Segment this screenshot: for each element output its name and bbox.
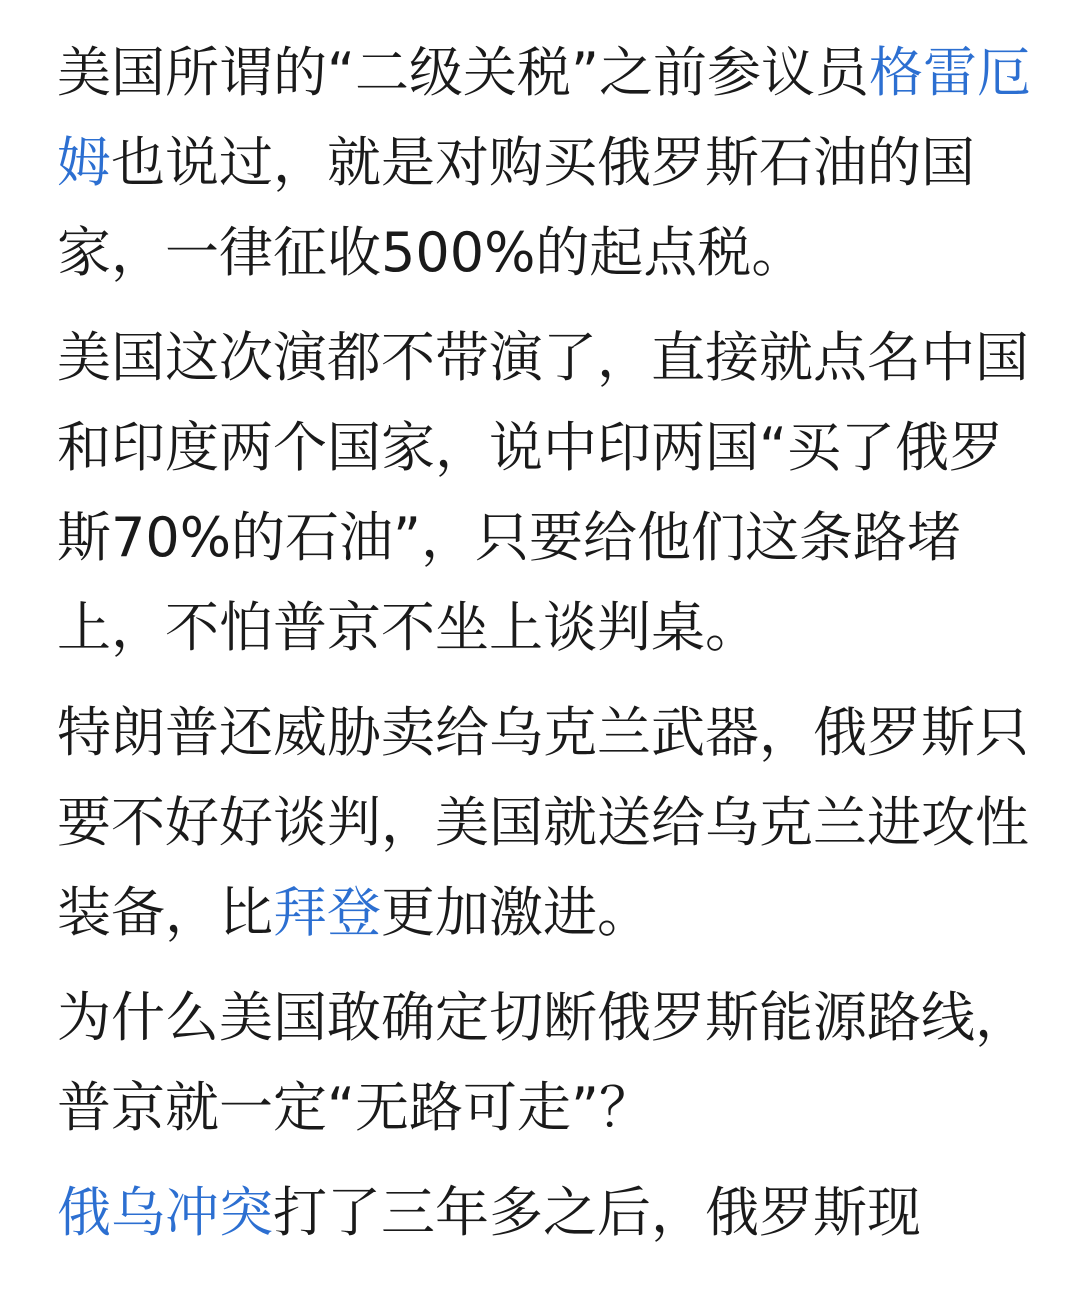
paragraph-4: [57, 973, 1047, 1153]
paragraph-1: [57, 28, 1047, 298]
paragraph-1-text-start: 美国所谓的“二级关税”之前参议员: [57, 41, 869, 104]
paragraph-3: [57, 688, 1047, 958]
paragraph-4-text: 为什么美国敢确定切断俄罗斯能源路线，普京就一定“无路可走”？: [57, 986, 1029, 1139]
paragraph-3-text-start: 特朗普还威胁卖给乌克兰武器，俄罗斯只要不好好谈判，美国就送给乌克兰进攻性装备，比: [57, 701, 1029, 944]
paragraph-5-text: 打了三年多之后，俄罗斯现: [273, 1181, 921, 1244]
paragraph-2-text: 美国这次演都不带演了，直接就点名中国和印度两个国家，说中印两国“买了俄罗斯70%的石油”，只要给他们这条路堵上，不怕普京不坐上谈判桌。: [57, 326, 1029, 659]
paragraph-2: [57, 313, 1047, 673]
link-graham[interactable]: 格雷厄姆: [57, 41, 1031, 194]
paragraph-5: [57, 1168, 1047, 1258]
link-russia-ukraine-conflict[interactable]: 俄乌冲突: [57, 1181, 273, 1244]
article-body: [57, 28, 1047, 1273]
paragraph-1-text-end: 也说过，就是对购买俄罗斯石油的国家，一律征收500%的起点税。: [57, 131, 975, 284]
link-biden[interactable]: 拜登: [273, 881, 381, 944]
paragraph-3-text-end: 更加激进。: [381, 881, 651, 944]
